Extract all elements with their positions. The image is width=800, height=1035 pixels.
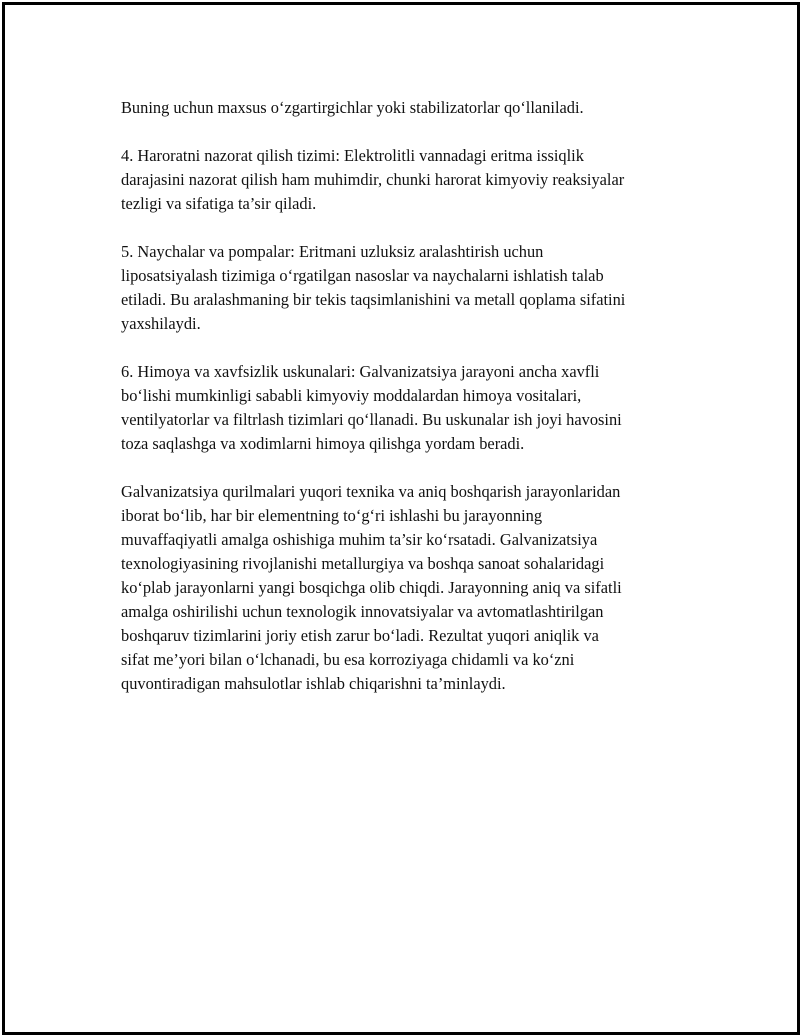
paragraph-pipes-and-pumps: 5. Naychalar va pompalar: Eritmani uzluksiz aralashtirish uchun liposatsiyalash tizimiga o‘rgatilgan nasoslar va naychalarni ishlatish talab etiladi. Bu aralashmaning bir tekis taqsimlanishini va metall qoplama sifatini yaxshilaydi. — [121, 242, 626, 333]
paragraph-temperature-control: 4. Haroratni nazorat qilish tizimi: Elektrolitli vannadagi eritma issiqlik darajasini nazorat qilish ham muhimdir, chunki harorat kimyoviy reaksiyalar tezligi va sifatiga ta’sir qiladi. — [121, 146, 625, 213]
paragraph-conclusion: Galvanizatsiya qurilmalari yuqori texnika va aniq boshqarish jarayonlaridan iborat bo‘lib, har bir elementning to‘g‘ri ishlashi bu jarayonning muvaffaqiyatli amalga oshishiga muhim ta’sir ko‘rsatadi. Galvanizatsiya texnologiyasining rivojlanishi metallurgiya va boshqa sanoat sohalaridagi ko‘plab jarayonlarni yangi bosqichga olib chiqdi. Jarayonning aniq va sifatli amalga oshirilishi uchun texnologik innovatsiyalar va avtomatlashtirilgan boshqaruv tizimlarini joriy etish zarur bo‘ladi. Rezultat yuqori aniqlik va sifat me’yori bilan o‘lchanadi, bu esa korroziyaga chidamli va ko‘zni quvontiradigan mahsulotlar ishlab chiqarishni ta’minlaydi. — [121, 482, 622, 693]
document-body — [121, 96, 701, 696]
paragraph-intro-line: Buning uchun maxsus o‘zgartirgichlar yoki stabilizatorlar qo‘llaniladi. — [121, 98, 584, 117]
paragraph-safety-equipment: 6. Himoya va xavfsizlik uskunalari: Galvanizatsiya jarayoni ancha xavfli bo‘lishi mumkinligi sababli kimyoviy moddalardan himoya vositalari, ventilyatorlar va filtrlash tizimlari qo‘llanadi. Bu uskunalar ish joyi havosini toza saqlashga va xodimlarni himoya qilishga yordam beradi. — [121, 362, 622, 453]
page-frame — [2, 2, 800, 1035]
